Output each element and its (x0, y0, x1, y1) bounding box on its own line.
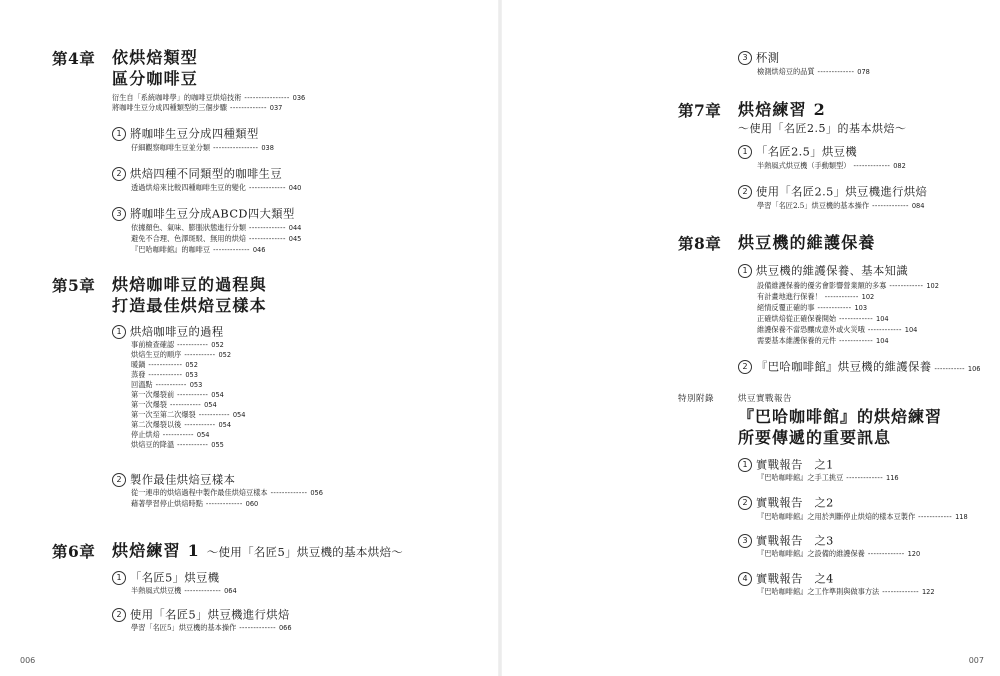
toc-item[interactable]: 3 將咖啡生豆分成ABCD四大類型 (112, 203, 295, 222)
item-number-circle: 1 (112, 325, 126, 339)
item-number-circle: 3 (112, 207, 126, 221)
item-number-circle: 4 (738, 572, 752, 586)
item-number-circle: 1 (738, 145, 752, 159)
chapter-title-line: 打造最佳烘焙豆樣本 (112, 296, 267, 315)
toc-item[interactable]: 1 烘豆機的維護保養、基本知識 (738, 260, 908, 279)
toc-entry[interactable]: 衍生自「系統咖啡學」的咖啡豆烘焙技術 ---------------- 036 (112, 93, 306, 102)
toc-entry[interactable]: 透過烘焙來比較四種咖啡生豆的變化 ------------- 040 (131, 183, 302, 192)
toc-entry[interactable]: 『巴哈咖啡館』之工作準則與做事方法 ------------- 122 (757, 587, 935, 596)
toc-entry[interactable]: 第二次爆裂以後 ----------- 054 (131, 420, 232, 429)
chapter-number: 第6章 (52, 542, 96, 561)
chapter-number: 第5章 (52, 276, 96, 295)
toc-entry[interactable]: 依據顏色、氣味、膨脹狀態進行分類 ------------- 044 (131, 223, 302, 232)
toc-entry[interactable]: 學習「名匠5」烘豆機的基本操作 ------------- 066 (131, 623, 292, 632)
item-number-circle: 2 (112, 167, 126, 181)
toc-item[interactable]: 1 實戰報告 之1 (738, 454, 834, 473)
item-number-circle: 2 (738, 185, 752, 199)
appendix-title-line: 所要傳遞的重要訊息 (738, 428, 892, 447)
toc-entry[interactable]: 烘焙生豆的順序 ----------- 052 (131, 350, 232, 359)
toc-item[interactable]: 1 「名匠5」烘豆機 (112, 567, 219, 586)
toc-entry[interactable]: 半熱風式烘豆機（手動類型） ------------- 082 (757, 161, 906, 170)
toc-item[interactable]: 2 製作最佳烘焙豆樣本 (112, 469, 235, 488)
chapter-number: 第8章 (678, 234, 722, 253)
toc-entry[interactable]: 將咖啡生豆分成四種類型的三個步驟 ------------- 037 (112, 103, 283, 112)
toc-item[interactable]: 2 使用「名匠2.5」烘豆機進行烘焙 (738, 181, 927, 200)
appendix-title-line: 『巴哈咖啡館』的烘焙練習 (738, 407, 943, 426)
chapter-title-line: 烘焙咖啡豆的過程與 (112, 275, 267, 294)
toc-entry[interactable]: 從一連串的烘焙過程中製作最佳烘焙豆樣本 ------------- 056 (131, 488, 323, 497)
toc-entry[interactable]: 蒸發 ------------ 053 (131, 370, 198, 379)
toc-entry[interactable]: 設備維護保養的優劣會影響營業額的多寡 ------------ 102 (757, 281, 939, 290)
toc-entry[interactable]: 烘焙豆的降溫 ----------- 055 (131, 440, 224, 449)
item-number-circle: 2 (738, 496, 752, 510)
toc-entry[interactable]: 仔細觀察咖啡生豆並分類 ---------------- 038 (131, 143, 274, 152)
chapter-number: 第4章 (52, 49, 96, 68)
toc-entry[interactable]: 事前檢查確認 ----------- 052 (131, 340, 224, 349)
toc-entry[interactable]: 第一次至第二次爆裂 ----------- 054 (131, 410, 246, 419)
item-number-circle: 1 (738, 264, 752, 278)
toc-item[interactable]: 2 『巴哈咖啡館』烘豆機的維護保養 ----------- 106 (738, 356, 980, 375)
toc-entry[interactable]: 學習「名匠2.5」烘豆機的基本操作 ------------- 084 (757, 201, 925, 210)
toc-item[interactable]: 3 實戰報告 之3 (738, 530, 834, 549)
chapter-title-line: 依烘焙類型 (112, 48, 199, 67)
toc-item[interactable]: 1 烘焙咖啡豆的過程 (112, 321, 224, 340)
right-page (500, 0, 1000, 676)
toc-entry[interactable]: 第一次爆裂 ----------- 054 (131, 400, 217, 409)
toc-entry[interactable]: 『巴哈咖啡館』之手工挑豆 ------------- 116 (757, 473, 899, 482)
toc-entry[interactable]: 『巴哈咖啡館』之設備的維護保養 ------------- 120 (757, 549, 921, 558)
page-number: 006 (20, 656, 36, 665)
toc-entry[interactable]: 正確烘焙從正確保養開始 ------------ 104 (757, 314, 889, 323)
toc-entry[interactable]: 第一次爆裂前 ----------- 054 (131, 390, 224, 399)
toc-entry[interactable]: 回溫點 ----------- 053 (131, 380, 203, 389)
chapter-title (112, 47, 198, 89)
chapter-title: 烘豆機的維護保養 (738, 233, 876, 252)
toc-item[interactable]: 1 將咖啡生豆分成四種類型 (112, 123, 259, 142)
toc-entry[interactable]: 絕情反覆正確的事 ------------ 103 (757, 303, 868, 312)
toc-entry[interactable]: 『巴哈咖啡館』的咖啡豆 ------------- 046 (131, 245, 266, 254)
appendix-label: 特別附錄 (678, 394, 715, 404)
toc-entry[interactable]: 停止烘焙 ----------- 054 (131, 430, 210, 439)
toc-entry[interactable]: 檢測烘焙豆的品質 ------------- 078 (757, 67, 870, 76)
item-number-circle: 2 (112, 608, 126, 622)
chapter-title (112, 540, 403, 563)
appendix-label-2: 烘豆實戰報告 (738, 394, 793, 404)
chapter-title-line: 區分咖啡豆 (112, 69, 199, 88)
appendix-title (738, 406, 942, 448)
toc-item[interactable]: 1 「名匠2.5」烘豆機 (738, 141, 857, 160)
page-number: 007 (968, 656, 984, 665)
chapter-title-line: 烘焙練習 1 (112, 541, 200, 560)
item-number-circle: 1 (738, 458, 752, 472)
chapter-subtitle: ～使用「名匠2.5」的基本烘焙～ (738, 122, 907, 135)
toc-entry[interactable]: 藉著學習停止烘焙時點 ------------- 060 (131, 499, 259, 508)
toc-entry[interactable]: 需要基本維護保養的元件 ------------ 104 (757, 336, 889, 345)
chapter-title: 烘焙練習 2 (738, 100, 826, 119)
toc-entry[interactable]: 避免不合理、色澤斑駁、無用的烘焙 ------------- 045 (131, 234, 302, 243)
toc-item[interactable]: 2 烘焙四種不同類型的咖啡生豆 (112, 163, 282, 182)
item-number-circle: 2 (112, 473, 126, 487)
toc-entry[interactable]: 半熱風式烘豆機 ------------- 064 (131, 586, 237, 595)
item-number-circle: 1 (112, 571, 126, 585)
toc-entry[interactable]: 『巴哈咖啡館』之用於判斷停止烘焙的樣本豆製作 ------------ 118 (757, 512, 968, 521)
chapter-title (112, 274, 267, 316)
toc-item[interactable]: 4 實戰報告 之4 (738, 568, 834, 587)
toc-item[interactable]: 3 杯測 (738, 47, 779, 66)
item-number-circle: 3 (738, 534, 752, 548)
toc-entry[interactable]: 維護保養不當恐釀成意外或火災哦 ------------ 104 (757, 325, 918, 334)
toc-entry[interactable]: 有計畫地進行保養！ ------------ 102 (757, 292, 875, 301)
toc-item[interactable]: 2 實戰報告 之2 (738, 492, 834, 511)
toc-item[interactable]: 2 使用「名匠5」烘豆機進行烘焙 (112, 604, 290, 623)
item-number-circle: 1 (112, 127, 126, 141)
chapter-subtitle: ～使用「名匠5」烘豆機的基本烘焙～ (206, 545, 404, 559)
item-number-circle: 3 (738, 51, 752, 65)
chapter-number: 第7章 (678, 101, 722, 120)
item-number-circle: 2 (738, 360, 752, 374)
toc-entry[interactable]: 暖鍋 ------------ 052 (131, 360, 198, 369)
